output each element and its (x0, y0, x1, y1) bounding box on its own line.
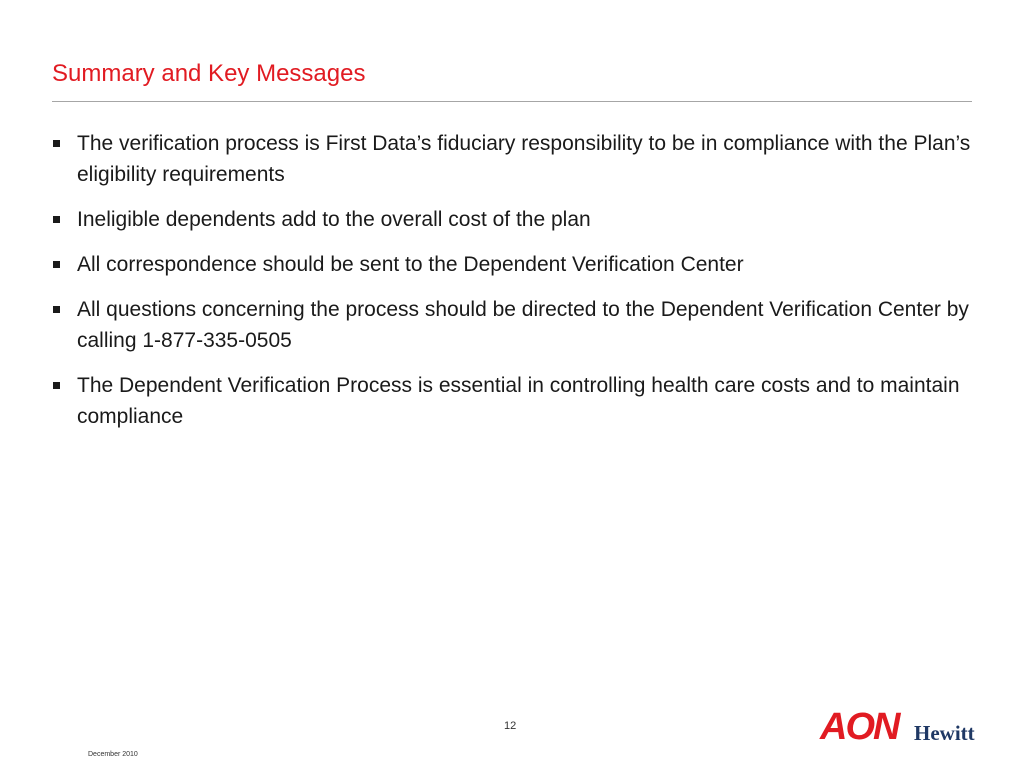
bullet-text: All questions concerning the process should be directed to the Dependent Verification Center by calling 1-877-335-0505 (77, 298, 969, 352)
logo-aon-text: AON (820, 706, 899, 747)
square-bullet-icon (53, 261, 60, 268)
bullet-text: The verification process is First Data’s fiduciary responsibility to be in compliance with the Plan’s eligibility requirements (77, 132, 971, 186)
bullet-item (52, 249, 982, 280)
bullet-item (52, 370, 982, 432)
aon-hewitt-logo (818, 703, 978, 747)
page-number: 12 (504, 720, 517, 732)
bullet-text: The Dependent Verification Process is essential in controlling health care costs and to maintain compliance (77, 374, 960, 428)
footer-date: December 2010 (88, 751, 138, 758)
square-bullet-icon (53, 216, 60, 223)
bullet-item (52, 294, 982, 356)
square-bullet-icon (53, 140, 60, 147)
bullet-text: All correspondence should be sent to the Dependent Verification Center (77, 253, 744, 276)
bullet-text: Ineligible dependents add to the overall cost of the plan (77, 208, 591, 231)
square-bullet-icon (53, 382, 60, 389)
bullet-item (52, 204, 982, 235)
title-divider (52, 101, 972, 102)
square-bullet-icon (53, 306, 60, 313)
bullet-list (52, 128, 982, 446)
bullet-item (52, 128, 982, 190)
logo-hewitt-text: Hewitt (914, 721, 975, 745)
slide-title: Summary and Key Messages (52, 60, 366, 87)
